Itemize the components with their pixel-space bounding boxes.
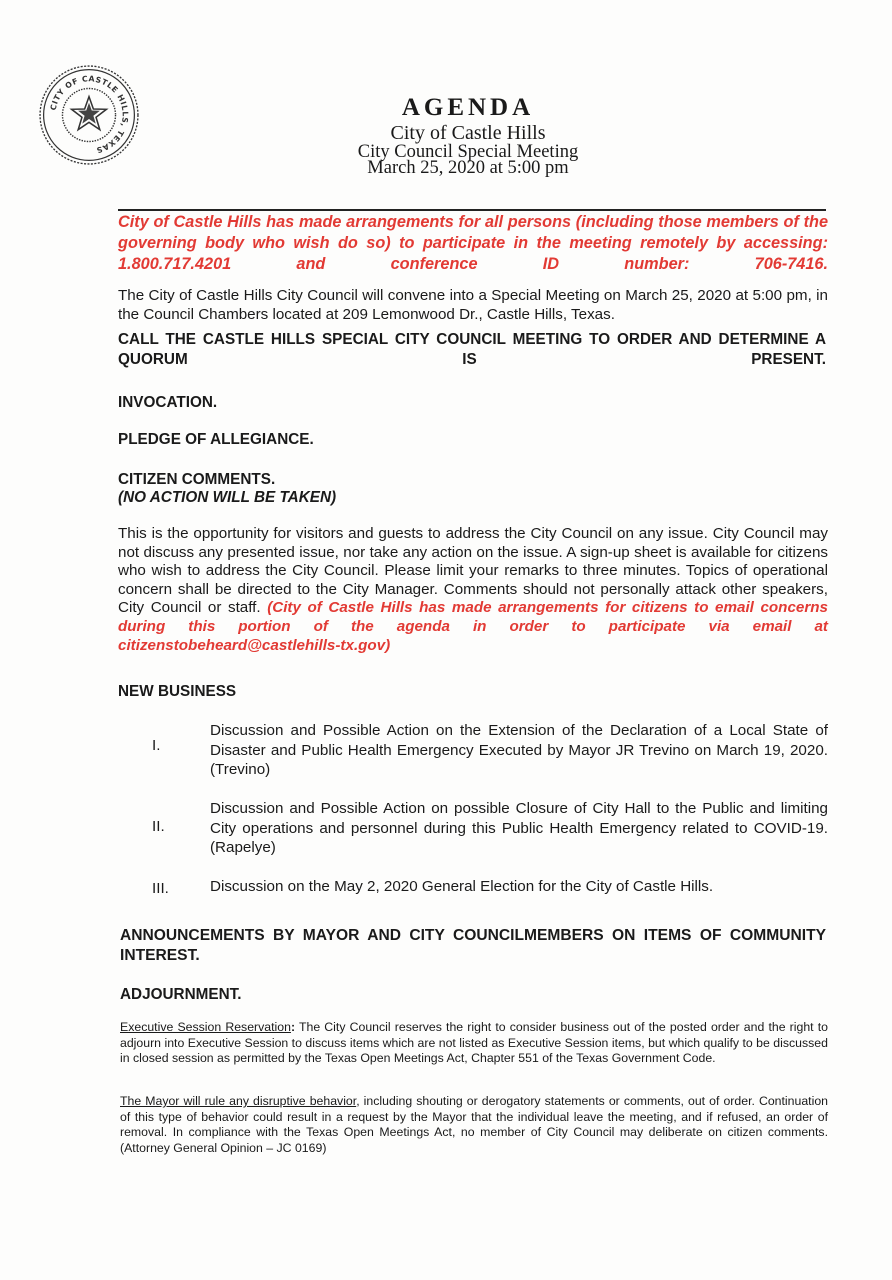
announcements-heading: ANNOUNCEMENTS BY MAYOR AND CITY COUNCILMEMBERS ON ITEMS OF COMMUNITY INTEREST. xyxy=(120,927,826,964)
citizen-email-note: (City of Castle Hills has made arrangements for citizens to email concerns during this portion of the agenda in order to participate via email at citizenstobeheard@castlehills-tx.gov) xyxy=(118,599,828,654)
remote-access-notice: City of Castle Hills has made arrangements for all persons (including those members of the governing body who wish do so) to participate in the meeting remotely by accessing: 1.800.717.4201 and conference ID number: 706-7416. xyxy=(118,213,828,273)
no-action-subheading: (NO ACTION WILL BE TAKEN) xyxy=(118,489,337,506)
disruptive-behavior-label: The Mayor will rule any disruptive behavior xyxy=(120,1094,357,1108)
executive-session-text: The City Council reserves the right to consider business out of the posted order and the right to adjourn into Executive Session to discuss items which are not listed as Executive Session items, but which qualify to be discussed in closed session as permitted by the Texas Open Meetings Act, Chapter 551 of the Texas Government Code. xyxy=(120,1020,828,1065)
header-divider xyxy=(118,209,826,211)
city-seal-logo xyxy=(38,64,140,166)
executive-session-note xyxy=(120,1020,828,1067)
disruptive-behavior-text: , including shouting or derogatory statements or comments, out of order. Continuation of this type of behavior could result in a request by the Mayor that the individual leave the meeting, and if refused, an order of removal. In compliance with the Texas Open Meetings Act, no member of City Council may deliberate on citizen comments. (Attorney General Opinion – JC 0169) xyxy=(120,1094,828,1155)
agenda-title: AGENDA xyxy=(401,94,535,121)
citizen-comments-heading: CITIZEN COMMENTS. xyxy=(118,471,276,488)
invocation-heading: INVOCATION. xyxy=(118,394,218,411)
new-business-heading: NEW BUSINESS xyxy=(118,683,237,700)
citizen-comments-body xyxy=(118,525,828,655)
item-number: I. xyxy=(152,737,161,754)
meeting-intro: The City of Castle Hills City Council will convene into a Special Meeting on March 25, 2020 at 5:00 pm, in the Council Chambers located at 209 Lemonwood Dr., Castle Hills, Texas. xyxy=(118,287,828,323)
citizen-comments-text: This is the opportunity for visitors and guests to address the City Council on any issue. City Council may not discuss any presented issue, nor take any action on the issue. A sign-up sheet is available for citizens who wish to address the City Council. Please limit your remarks to three minutes. Topics of operational concern shall be directed to the City Manager. Comments should not personally attack other speakers, City Council or staff. xyxy=(118,525,828,617)
agenda-header xyxy=(300,94,636,176)
call-to-order-heading: CALL THE CASTLE HILLS SPECIAL CITY COUNCIL MEETING TO ORDER AND DETERMINE A QUORUM IS PRESENT. xyxy=(118,331,826,368)
pledge-heading: PLEDGE OF ALLEGIANCE. xyxy=(118,431,314,448)
city-name: City of Castle Hills xyxy=(390,122,546,144)
svg-text:CITY OF CASTLE HILLS, TEXAS: CITY OF CASTLE HILLS, TEXAS xyxy=(48,74,130,155)
meeting-datetime: March 25, 2020 at 5:00 pm xyxy=(367,157,569,178)
item-number: II. xyxy=(152,818,165,835)
executive-session-label: Executive Session Reservation xyxy=(120,1020,291,1034)
agenda-item-text: Discussion and Possible Action on the Extension of the Declaration of a Local State of Disaster and Public Health Emergency Executed by Mayor JR Trevino on March 19, 2020. (Trevino) xyxy=(210,722,828,778)
adjournment-heading: ADJOURNMENT. xyxy=(120,986,242,1003)
disruptive-behavior-note xyxy=(120,1094,828,1156)
agenda-item-text: Discussion and Possible Action on possible Closure of City Hall to the Public and limiting City operations and personnel during this Public Health Emergency related to COVID-19. (Rapelye) xyxy=(210,800,828,856)
meeting-type: City Council Special Meeting xyxy=(357,142,579,162)
executive-session-colon: : xyxy=(290,1020,296,1034)
agenda-item-text: Discussion on the May 2, 2020 General Election for the City of Castle Hills. xyxy=(210,878,714,895)
item-number: III. xyxy=(152,880,169,897)
